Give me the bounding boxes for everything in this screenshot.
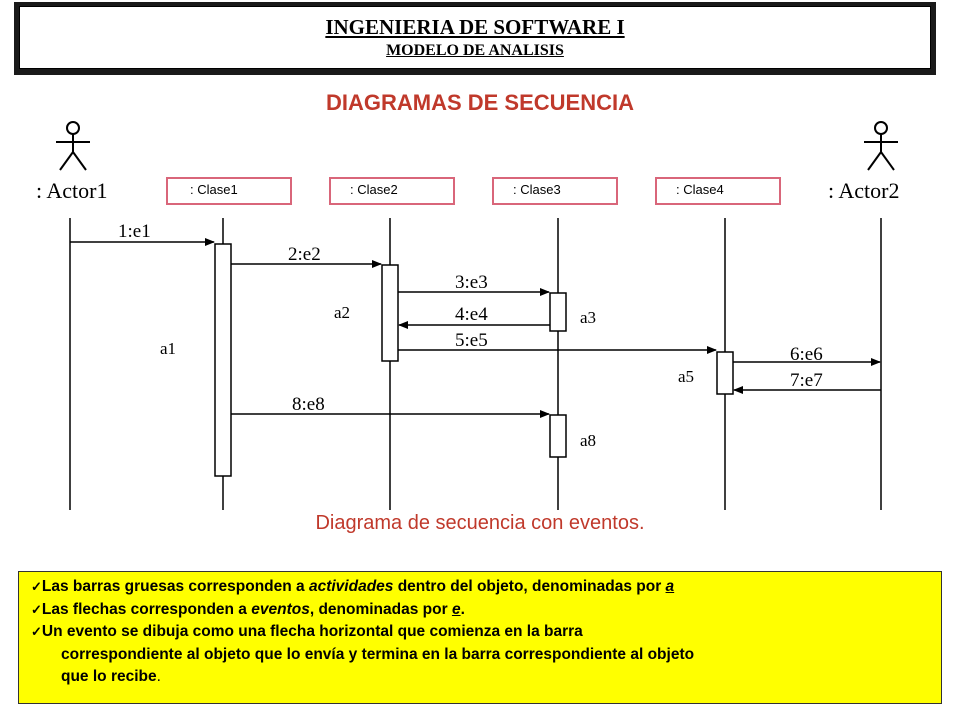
activation-a5-label: a5 [678,367,695,386]
message-label-e4: 4:e4 [455,304,488,325]
actor1-icon [56,122,90,170]
note-continuation: correspondiente al objeto que lo envía y termina en la barra correspondiente al objeto [61,645,695,663]
activation-a1-label: a1 [160,339,177,358]
diagram-caption: Diagrama de secuencia con eventos. [315,512,645,534]
section-title: DIAGRAMAS DE SECUENCIA [325,90,635,115]
activation-a1 [215,244,231,476]
check-icon: ✓ [31,579,42,594]
activation-a8-label: a8 [580,431,597,450]
note-text: Las flechas corresponden a [41,600,252,618]
message-label-e7: 7:e7 [790,370,823,391]
object-clase2-label: : Clase2 [350,182,398,197]
object-clase1 [167,178,291,204]
object-clase4-label: : Clase4 [676,182,724,197]
object-clase4 [656,178,780,204]
object-clase3 [493,178,617,204]
sequence-diagram [0,110,960,515]
header-box [19,6,931,69]
check-icon: ✓ [31,624,42,639]
note-text: que lo recibe [61,668,157,685]
object-clase3-label: : Clase3 [513,182,561,197]
note-item [31,621,931,644]
header-frame [14,2,936,75]
message-label-e3: 3:e3 [455,272,488,293]
activation-a3-label: a3 [580,308,597,327]
check-icon: ✓ [31,601,42,617]
activation-a3 [550,293,566,331]
note-text: . [460,600,465,618]
note-item [31,576,931,599]
message-label-e5: 5:e5 [455,330,488,351]
note-symbol: a [665,578,675,595]
actor1-label: : Actor1 [36,178,108,203]
actor2-icon [864,122,898,170]
notes-box [18,571,942,704]
actor2-label: : Actor2 [828,178,900,203]
course-subtitle: MODELO DE ANALISIS [386,42,564,59]
activation-a8 [550,415,566,457]
message-label-e8: 8:e8 [292,394,325,415]
activation-a2 [382,265,398,361]
object-clase1-label: : Clase1 [190,182,238,197]
note-symbol: e [451,600,461,618]
note-text: Un evento se dibuja como una flecha horizontal que comienza en la barra [41,623,583,640]
note-text: , denominadas por [309,600,452,618]
note-continuation [31,666,931,689]
note-text: . [156,668,161,685]
message-label-e2: 2:e2 [288,244,321,265]
message-label-e1: 1:e1 [118,221,151,242]
message-label-e6: 6:e6 [790,344,823,365]
note-emphasis: eventos [251,600,310,618]
course-title: INGENIERIA DE SOFTWARE I [325,15,625,39]
note-text: dentro del objeto, denominadas por [393,578,666,595]
note-item [31,599,931,622]
note-text: Las barras gruesas corresponden a [41,578,309,595]
object-clase2 [330,178,454,204]
activation-a2-label: a2 [334,303,351,322]
activation-a5 [717,352,733,394]
note-emphasis: actividades [308,578,394,595]
